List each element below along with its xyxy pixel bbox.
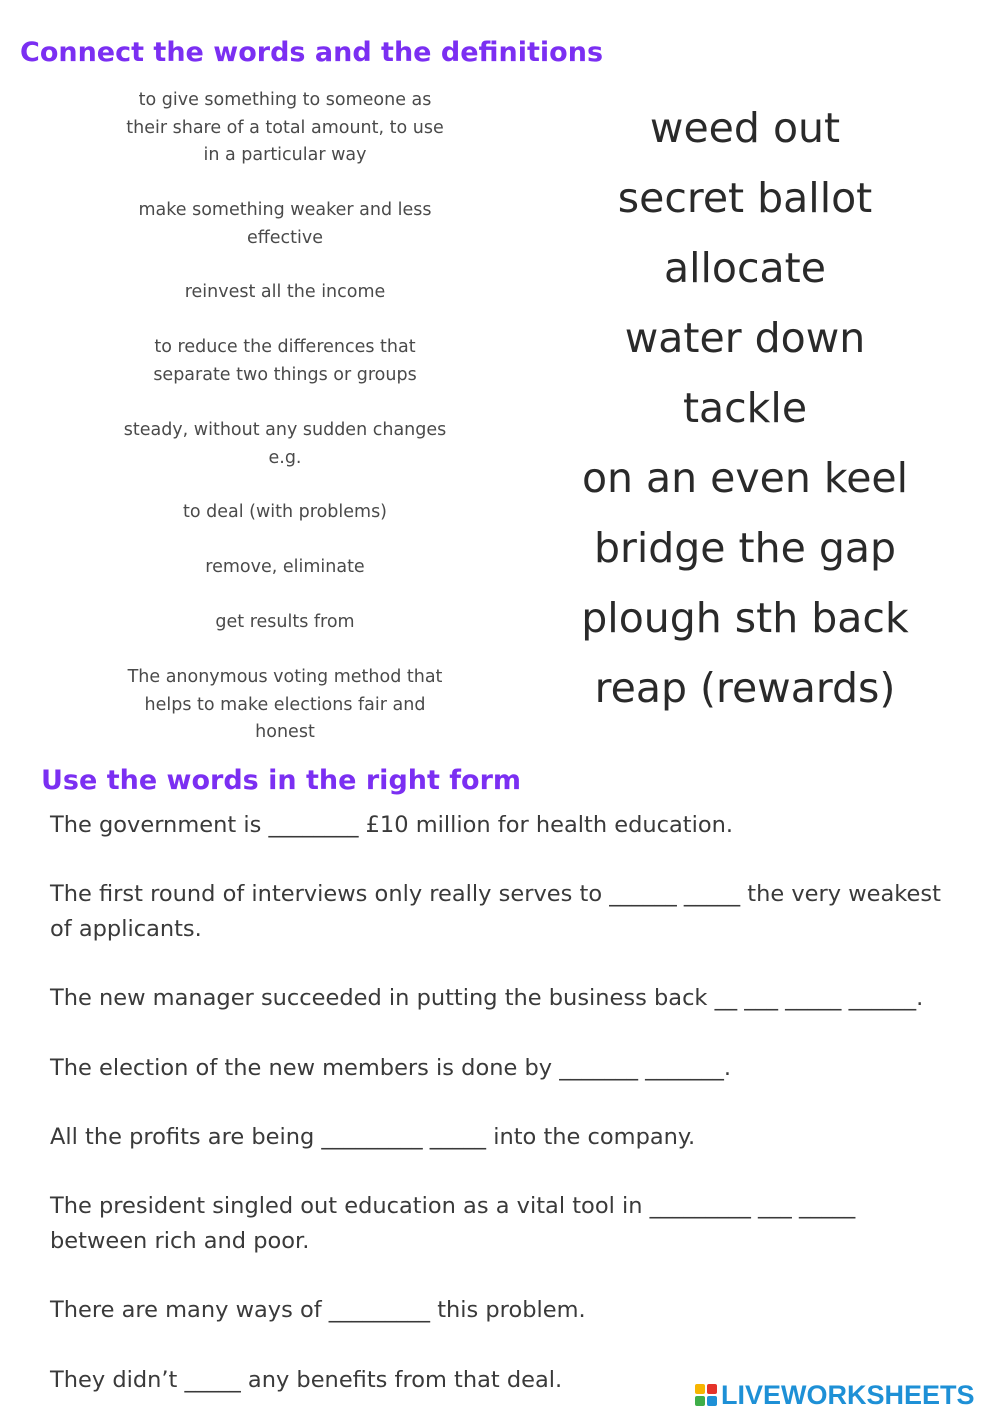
definition-2: make something weaker and less effective: [138, 200, 432, 248]
sentence-1: The government is ________ £10 million for health education.: [50, 812, 734, 838]
sentence-4: The election of the new members is done by _______ _______.: [50, 1055, 732, 1081]
sentence-2: The first round of interviews only really serves to ______ _____ the very weakest of applicants.: [50, 881, 941, 942]
heading-use-right-form: Use the words in the right form: [41, 765, 522, 796]
sentence-3: The new manager succeeded in putting the business back __ ___ _____ ______.: [50, 985, 924, 1011]
definition-3: reinvest all the income: [184, 282, 386, 302]
definition-7: remove, eliminate: [205, 557, 365, 577]
logo-text: LIVEWORKSHEETS: [721, 1379, 975, 1410]
sentence-8: They didn’t _____ any benefits from that deal.: [50, 1367, 563, 1393]
sentence-6: The president singled out education as a vital tool in _________ ___ _____ between rich and poor.: [50, 1193, 856, 1254]
sentence-5: All the profits are being _________ _____ into the company.: [50, 1124, 696, 1150]
word-1[interactable]: weed out: [649, 104, 841, 152]
definition-1: to give something to someone as their share of a total amount, to use in a particular way: [126, 90, 444, 165]
word-5[interactable]: tackle: [682, 384, 808, 432]
word-9[interactable]: reap (rewards): [594, 664, 896, 712]
definition-6: to deal (with problems): [182, 502, 388, 522]
word-2[interactable]: secret ballot: [617, 174, 873, 222]
sentence-7: There are many ways of _________ this problem.: [50, 1297, 586, 1323]
definition-8: get results from: [215, 612, 355, 632]
word-8[interactable]: plough sth back: [581, 594, 909, 642]
definition-5: steady, without any sudden changes e.g.: [123, 420, 447, 468]
word-7[interactable]: bridge the gap: [593, 524, 897, 572]
word-4[interactable]: water down: [624, 314, 866, 362]
liveworksheets-logo-icon: [695, 1384, 717, 1406]
liveworksheets-logo: [695, 1380, 975, 1410]
word-3[interactable]: allocate: [664, 244, 826, 292]
definition-4: to reduce the differences that separate two things or groups: [153, 337, 417, 385]
definition-9: The anonymous voting method that helps to make elections fair and honest: [127, 667, 443, 742]
heading-connect-words: Connect the words and the definitions: [20, 37, 604, 68]
word-6[interactable]: on an even keel: [581, 454, 909, 502]
